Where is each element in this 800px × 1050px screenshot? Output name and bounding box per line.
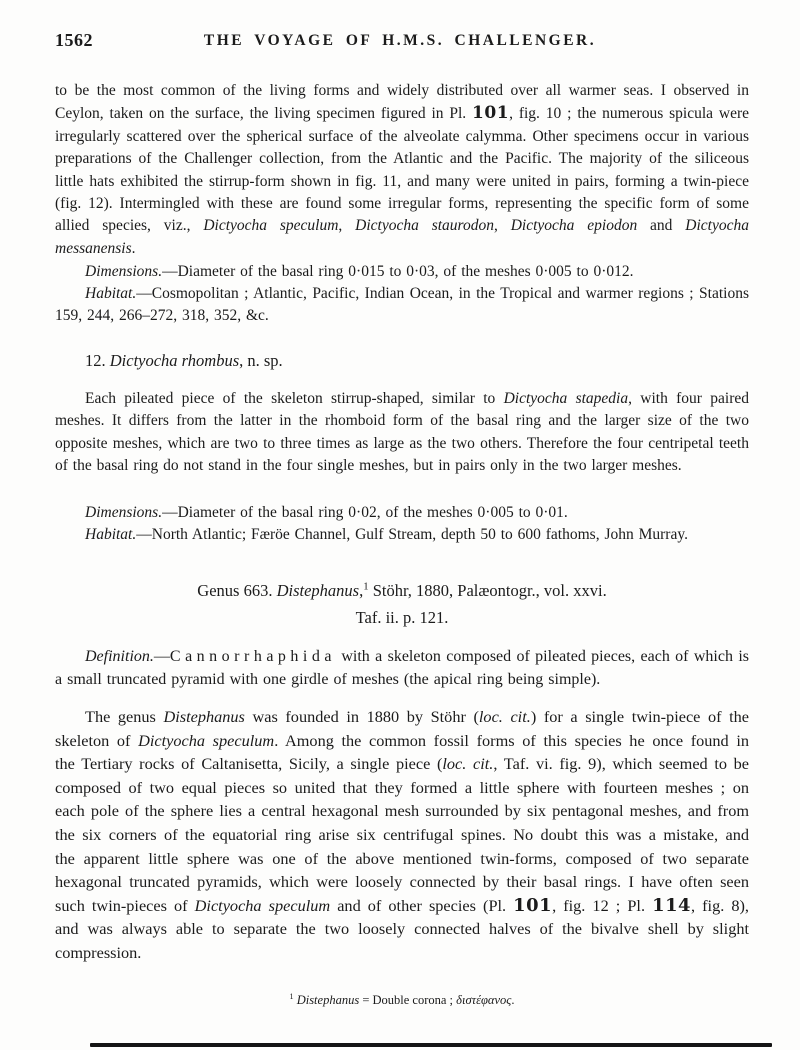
- dimensions-line-2: Dimensions.—Diameter of the basal ring 0·02, of the meshes 0·005 to 0·01.: [85, 504, 568, 521]
- genus-heading-line-2: Taf. ii. p. 121.: [355, 608, 449, 627]
- species-heading: 12. Dictyocha rhombus, n. sp.: [85, 351, 283, 370]
- dimensions-line-1: Dimensions.—Diameter of the basal ring 0·015 to 0·03, of the meshes 0·005 to 0·012.: [85, 263, 634, 280]
- definition-paragraph: Definition.—Cannorrhaphida with a skeleton composed of pileated pieces, each of which is a small truncated pyramid with one girdle of meshes (the apical ring being simple).: [55, 648, 749, 688]
- habitat-line-1: Habitat.—Cosmopolitan ; Atlantic, Pacific, Indian Ocean, in the Tropical and warmer regions ; Stations 159, 244, 266–272, 318, 352, &c.: [55, 285, 749, 325]
- species-description-paragraph: Each pileated piece of the skeleton stirrup-shaped, similar to Dictyocha stapedia, with four paired meshes. It differs from the latter in the rhomboid form of the basal ring and the larger size of the two opposite meshes, which are two to three times as large as the two others. Therefore the four centripetal teeth of the basal ring do not stand in the four single meshes, but in pairs only in the two larger meshes.: [55, 390, 749, 475]
- running-header-title: THE VOYAGE OF H.M.S. CHALLENGER.: [203, 32, 597, 49]
- genus-heading: [55, 577, 749, 631]
- habitat-line-2: Habitat.—North Atlantic; Færöe Channel, Gulf Stream, depth 50 to 600 fathoms, John Murray.: [85, 526, 688, 543]
- scan-artifact-line: [90, 1043, 772, 1047]
- page-header: [0, 30, 800, 54]
- footnote: $^1$ Distephanus = Double corona ; διστέφανος.: [289, 991, 515, 1007]
- page-number: 1562: [55, 30, 93, 50]
- genus-discussion-paragraph: The genus Distephanus was founded in 1880 by Stöhr (loc. cit.) for a single twin-piece of the skeleton of Dictyocha speculum. Among the common fossil forms of this species he once found in the Tertiary rocks of Caltanisetta, Sicily, a single piece (loc. cit., Taf. vi. fig. 9), which seemed to be composed of two equal pieces so united that they formed a little sphere with fourteen meshes ; on each pole of the sphere lies a central hexagonal mesh surrounded by six pentagonal meshes, and from the six corners of the equatorial ring arise six centrifugal spines. No doubt this was a mistake, and the apparent little sphere was one of the above mentioned twin-forms, composed of two separate hexagonal truncated pyramids, which were loosely connected by their basal rings. I have often seen such twin-pieces of Dictyocha speculum and of other species (Pl. 101, fig. 12 ; Pl. 114, fig. 8), and was always able to separate the two loosely connected halves of the bivalve shell by slight compression.: [55, 707, 750, 962]
- genus-heading-line-1: Genus 663. Distephanus,$^1$ Stöhr, 1880, Palæontogr., vol. xxvi.: [197, 580, 607, 600]
- paragraph-species-continuation: to be the most common of the living forms and widely distributed over all warmer seas. I observed in Ceylon, taken on the surface, the living specimen figured in Pl. 101, fig. 10 ; the numerous spicula were irregularly scattered over the spherical surface of the alveolate calymma. Other specimens occur in various preparations of the Challenger collection, from the Atlantic and the Pacific. The majority of the siliceous little hats exhibited the stirrup-form shown in fig. 11, and many were united in pairs, forming a twin-piece (fig. 12). Intermingled with these are found some irregular forms, representing the specific form of some allied species, viz., Dictyocha speculum, Dictyocha staurodon, Dictyocha epiodon and Dictyocha messanensis.: [55, 82, 749, 257]
